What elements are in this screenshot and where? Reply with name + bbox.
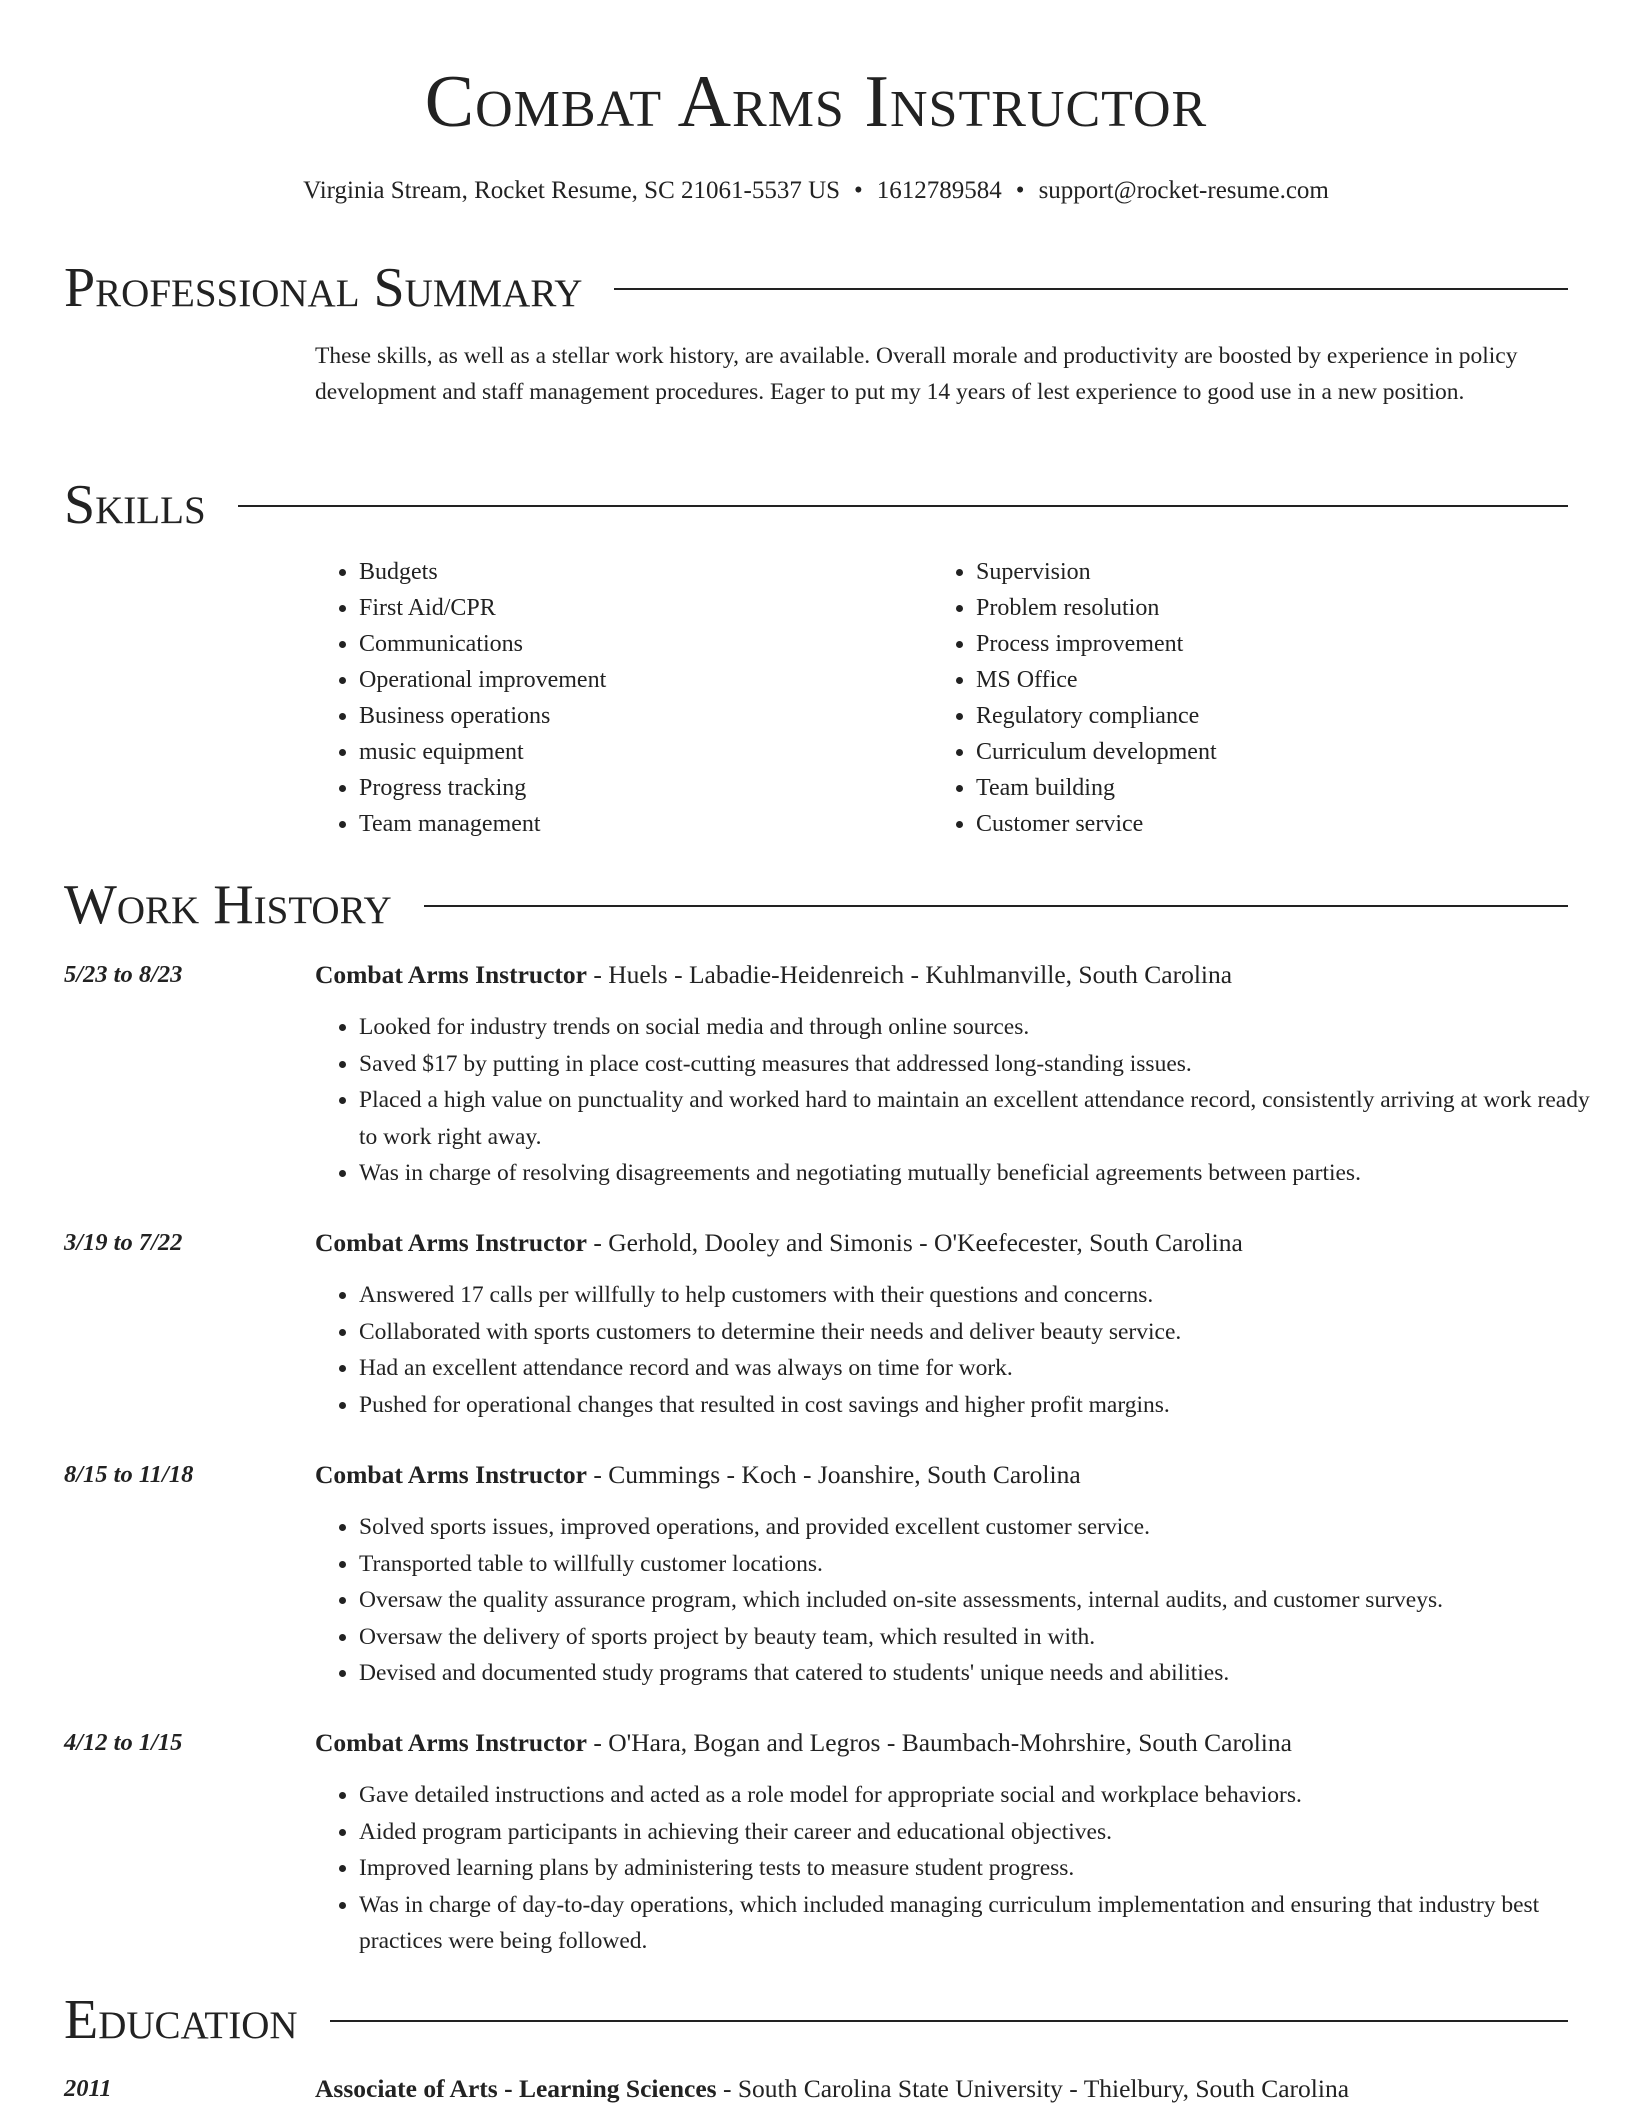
job-title: Combat Arms Instructor: [315, 1728, 587, 1757]
contact-separator: •: [854, 177, 863, 204]
skill-item: • Regulatory compliance: [976, 698, 1217, 734]
skill-item: • First Aid/CPR: [359, 590, 606, 626]
job-header: [315, 1457, 1081, 1493]
summary-text: These skills, as well as a stellar work history, are available. Overall morale and productivity are boosted by experience in policy development and staff management procedures. Eager to put my 14 years of lest experience to good use in a new position.: [315, 343, 1518, 405]
skill-item: • Communications: [359, 626, 606, 662]
job-duties: [315, 1777, 1612, 1960]
skill-item: • Progress tracking: [359, 770, 606, 806]
duty-item: • Transported table to willfully customer locations.: [359, 1546, 1612, 1583]
skill-item: • Operational improvement: [359, 662, 606, 698]
skill-item: • Team building: [976, 770, 1217, 806]
section-divider: [64, 505, 1568, 507]
education-year: 2011: [64, 2075, 112, 2102]
summary-section-header: [64, 253, 1568, 323]
skill-item: • music equipment: [359, 734, 606, 770]
job-title: Combat Arms Instructor: [315, 1460, 587, 1489]
contact-address: Virginia Stream, Rocket Resume, SC 21061-5537 US: [303, 177, 841, 204]
summary-heading: Professional Summary: [64, 253, 614, 323]
duty-item: • Oversaw the delivery of sports project by beauty team, which resulted in with.: [359, 1619, 1612, 1656]
skill-item: • Business operations: [359, 698, 606, 734]
contact-separator: •: [1015, 177, 1025, 204]
skills-section-header: [64, 470, 1568, 540]
duty-item: • Had an excellent attendance record and was always on time for work.: [359, 1350, 1612, 1387]
duty-item: • Pushed for operational changes that resulted in cost savings and higher profit margins.: [359, 1387, 1612, 1424]
skill-item: • Curriculum development: [976, 734, 1217, 770]
skill-item: • Problem resolution: [976, 590, 1217, 626]
skill-item: • Budgets: [359, 554, 606, 590]
duty-item: • Was in charge of resolving disagreements and negotiating mutually beneficial agreements between parties.: [359, 1155, 1612, 1192]
job-dates: 4/12 to 1/15: [64, 1729, 183, 1756]
skill-item: • Supervision: [976, 554, 1217, 590]
skill-item: • Team management: [359, 806, 606, 842]
work-heading: Work History: [64, 870, 424, 940]
job-duties: [315, 1509, 1612, 1692]
duty-item: • Looked for industry trends on social media and through online sources.: [359, 1009, 1612, 1046]
skills-list-right: [932, 554, 1217, 842]
skills-heading: Skills: [64, 470, 238, 540]
job-header: [315, 1725, 1292, 1761]
job-employer: - O'Hara, Bogan and Legros - Baumbach-Mohrshire, South Carolina: [586, 1728, 1292, 1757]
resume-name: Combat Arms Instructor: [424, 61, 1208, 143]
job-employer: - Huels - Labadie-Heidenreich - Kuhlmanville, South Carolina: [586, 960, 1233, 989]
job-dates: 5/23 to 8/23: [64, 961, 183, 988]
job-header: [315, 957, 1232, 993]
education-section-header: [64, 1985, 1568, 2055]
education-entry: [315, 2071, 1349, 2107]
job-duties: [315, 1277, 1612, 1423]
duty-item: • Answered 17 calls per willfully to help customers with their questions and concerns.: [359, 1277, 1612, 1314]
skill-item: • MS Office: [976, 662, 1217, 698]
duty-item: • Gave detailed instructions and acted as a role model for appropriate social and workplace behaviors.: [359, 1777, 1612, 1814]
job-title: Combat Arms Instructor: [315, 960, 587, 989]
duty-item: • Aided program participants in achieving their career and educational objectives.: [359, 1814, 1612, 1851]
job-employer: - Cummings - Koch - Joanshire, South Carolina: [586, 1460, 1081, 1489]
skill-item: • Process improvement: [976, 626, 1217, 662]
work-section-header: [64, 870, 1568, 940]
duty-item: • Was in charge of day-to-day operations, which included managing curriculum implementation and ensuring that industry best practices were being followed.: [359, 1887, 1612, 1960]
contact-email: support@rocket-resume.com: [1038, 177, 1329, 204]
duty-item: • Saved $17 by putting in place cost-cutting measures that addressed long-standing issues.: [359, 1046, 1612, 1083]
duty-item: • Collaborated with sports customers to determine their needs and deliver beauty service.: [359, 1314, 1612, 1351]
job-header: [315, 1225, 1243, 1261]
duty-item: • Oversaw the quality assurance program, which included on-site assessments, internal audits, and customer surveys.: [359, 1582, 1612, 1619]
job-duties: [315, 1009, 1612, 1192]
job-dates: 8/15 to 11/18: [64, 1461, 194, 1488]
education-degree: Associate of Arts - Learning Sciences: [315, 2074, 717, 2103]
contact-phone: 1612789584: [876, 177, 1002, 204]
education-school: - South Carolina State University - Thielbury, South Carolina: [716, 2074, 1350, 2103]
contact-line: [0, 173, 1632, 209]
duty-item: • Placed a high value on punctuality and worked hard to maintain an excellent attendance record, consistently arriving at work ready to work right away.: [359, 1082, 1612, 1155]
job-title: Combat Arms Instructor: [315, 1228, 587, 1257]
skill-item: • Customer service: [976, 806, 1217, 842]
job-dates: 3/19 to 7/22: [64, 1229, 183, 1256]
duty-item: • Devised and documented study programs that catered to students' unique needs and abilities.: [359, 1655, 1612, 1692]
skills-list-left: [315, 554, 606, 842]
education-heading: Education: [64, 1985, 330, 2055]
job-employer: - Gerhold, Dooley and Simonis - O'Keefecester, South Carolina: [586, 1228, 1243, 1257]
duty-item: • Improved learning plans by administering tests to measure student progress.: [359, 1850, 1612, 1887]
duty-item: • Solved sports issues, improved operations, and provided excellent customer service.: [359, 1509, 1612, 1546]
